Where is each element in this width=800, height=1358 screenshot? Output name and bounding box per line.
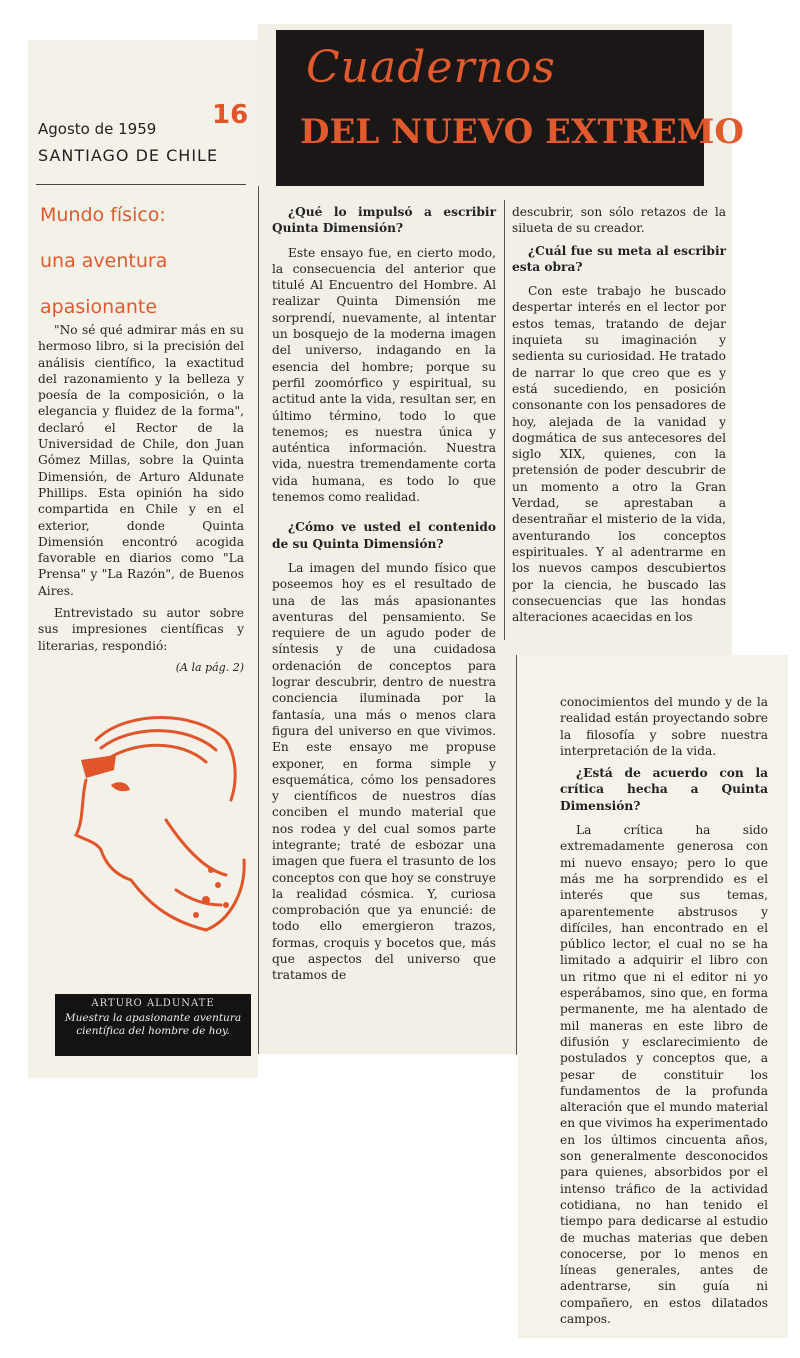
- page-number: 16: [212, 100, 249, 130]
- answer-2: La imagen del mundo físico que poseemos hoy es el resultado de una de las más apasionantes aventuras del pensamiento. Se requiere de un agudo poder de síntesis y de una cuidadosa ordenación de conceptos para lograr descubrir, dentro de nuestra conciencia iluminada por la fantasía, una más o menos clara figura del universo en que vivimos. En este ensayo me propuse exponer, en forma simple y esquemática, cómo los pensadores y científicos de nuestros días conciben el mundo material que nos rodea y del cual somos parte integrante; traté de esbozar una imagen que fuera el trasunto de los conceptos con que hoy se construye la realidad cósmica. Y, curiosa comprobación que ya enuncié: de todo ello emergieron trazos, formas, croquis y bocetos que, más que aspectos del universo que tratamos de: [272, 560, 496, 983]
- continued-note: (A la pág. 2): [175, 660, 244, 674]
- caption-text: Muestra la apasionante aventura científica del hombre de hoy.: [64, 1012, 242, 1037]
- issue-date: Agosto de 1959: [38, 120, 157, 138]
- interview-column-2: [512, 204, 726, 631]
- question-2: ¿Cómo ve usted el contenido de su Quinta Dimensión?: [272, 520, 496, 551]
- author-portrait: [56, 700, 256, 960]
- headline-line-3: apasionante: [40, 296, 158, 318]
- intro-column: [38, 322, 244, 682]
- intro-paragraph-2: Entrevistado su autor sobre sus impresiones científicas y literarias, respondió:: [38, 606, 244, 653]
- question-4: ¿Está de acuerdo con la crítica hecha a Quinta Dimensión?: [560, 766, 768, 813]
- masthead-script-title: Cuadernos: [306, 42, 556, 93]
- question-1: ¿Qué lo impulsó a escribir Quinta Dimensión?: [272, 205, 496, 236]
- answer-4: La crítica ha sido extremadamente generosa con mi nuevo ensayo; pero lo que más me ha sorprendido es el interés que sus temas, aparentemente abstrusos y difíciles, han encontrado en el público lector, el cual no se ha limitado a adquirir el libro con un ritmo que ni el editor ni yo esperábamos, sino que, en forma permanente, me ha alentado de mil maneras en este libro de difusión y esclarecimiento de postulados y conceptos que, a pesar de constituir los fundamentos de la profunda alteración que el mundo material en que vivimos ha experimentado en los últimos cincuenta años, son generalmente desconocidos para quienes, absorbidos por el intenso tráfico de la actividad cotidiana, no han tenido el tiempo para dedicarse al estudio de muchas materias que deben conocerse, por lo menos en líneas generales, antes de adentrarse, sin guía ni compañero, en estos dilatados campos.: [560, 823, 768, 1326]
- answer-1: Este ensayo fue, en cierto modo, la consecuencia del anterior que titulé Al Encuentro del Hombre. Al realizar Quinta Dimensión me sorprendí, nuevamente, al intentar un bosquejo de la moderna imagen del universo, indagando en la esencia del hombre; porque su perfil zoomórfico y espiritual, su actitud ante la vida, resultan ser, en último término, todo lo que tenemos; es nuestra única y auténtica información. Nuestra vida, nuestra tremendamente corta vida humana, es todo lo que tenemos como realidad.: [272, 245, 496, 505]
- interview-column-3: [560, 694, 768, 1333]
- headline-line-1: Mundo físico:: [40, 204, 166, 226]
- interview-column-1: [272, 204, 496, 990]
- issue-city: SANTIAGO DE CHILE: [38, 146, 219, 165]
- answer-3: Con este trabajo he buscado despertar interés en el lector por estos temas, tratando de dejar inquieta su imaginación y sedienta su curiosidad. He tratado de narrar lo que creo que es y está sucediendo, en posición consonante con los pensadores de hoy, alejada de la vanidad y dogmática de sus antecesores del siglo XIX, quienes, con la pretensión de poder descubrir de un momento a otro la Gran Verdad, se aprestaban a desentrañar el misterio de la vida, aventurando los conceptos espirituales. Y al adentrarme en los nuevos campos descubiertos por la ciencia, he buscado las consecuencias que las hondas alteraciones acaecidas en los: [512, 284, 726, 625]
- column-divider-left: [258, 186, 259, 1054]
- header-divider: [36, 184, 246, 185]
- headline-line-2: una aventura: [40, 250, 168, 272]
- intro-paragraph: "No sé qué admirar más en su hermoso libro, si la precisión del análisis científico, la exactitud del razonamiento y la belleza y poesía de la composición, o la elegancia y fluidez de la forma", declaró el Rector de la Universidad de Chile, don Juan Gómez Millas, sobre la Quinta Dimensión, de Arturo Aldunate Phillips. Esta opinión ha sido compartida en Chile y en el exterior, donde Quinta Dimensión encontró acogida favorable en diarios como "La Prensa" y "La Razón", de Buenos Aires.: [38, 323, 244, 598]
- answer-3-continued: conocimientos del mundo y de la realidad están proyectando sobre la filosofía y sobre nuestra interpretación de la vida.: [560, 695, 768, 758]
- column-divider-center: [504, 200, 505, 640]
- caption-name: ARTURO ALDUNATE: [91, 998, 215, 1009]
- masthead-main-title: DEL NUEVO EXTREMO: [300, 112, 745, 152]
- answer-2-continued: descubrir, son sólo retazos de la silueta de su creador.: [512, 205, 726, 236]
- question-3: ¿Cuál fue su meta al escribir esta obra?: [512, 243, 726, 274]
- column-divider-right: [516, 655, 517, 1055]
